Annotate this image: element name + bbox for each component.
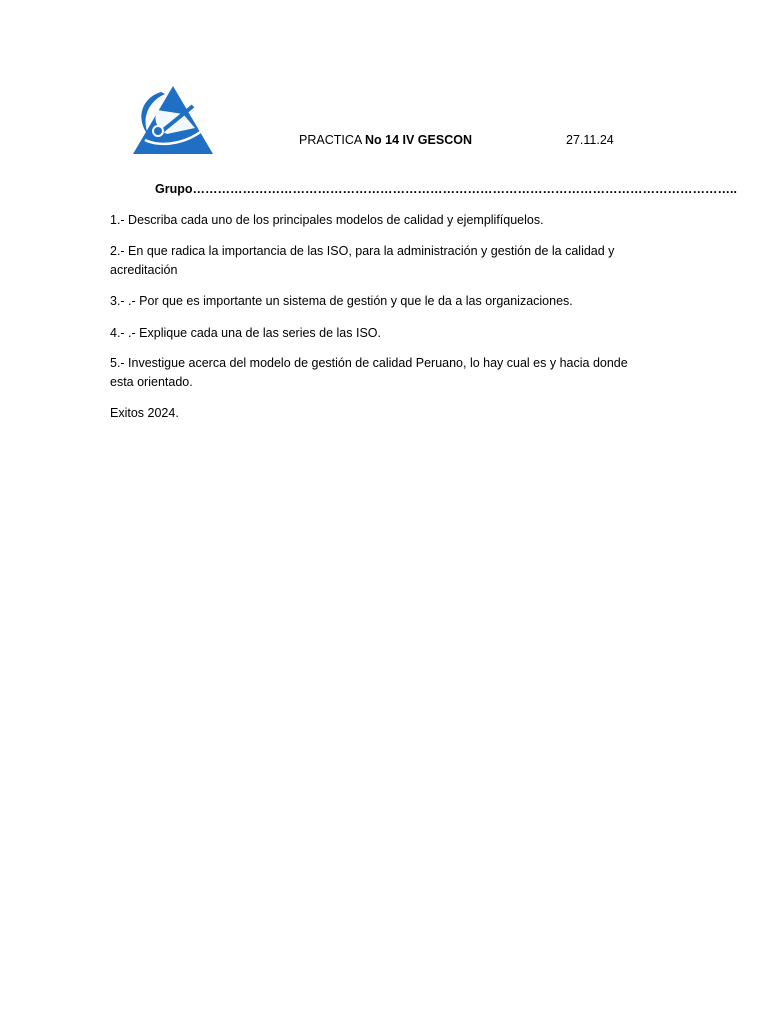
question-5: 5.- Investigue acerca del modelo de gestión de calidad Peruano, lo hay cual es y hacia donde esta orientado. — [110, 356, 628, 389]
date-text: 27.11.24 — [566, 133, 614, 147]
page-title — [299, 133, 472, 147]
title-prefix: PRACTICA — [299, 133, 365, 147]
grupo-field: Grupo………………………………………………………………………………………………………………….. — [155, 182, 737, 196]
title-bold: No 14 IV GESCON — [365, 133, 472, 147]
triangle-logo-icon — [131, 84, 215, 156]
question-2: 2.- En que radica la importancia de las ISO, para la administración y gestión de la calidad y acreditación — [110, 244, 615, 277]
question-4: 4.- .- Explique cada una de las series de las ISO. — [110, 326, 381, 340]
closing-text: Exitos 2024. — [110, 406, 179, 420]
question-1: 1.- Describa cada uno de los principales modelos de calidad y ejemplifíquelos. — [110, 213, 544, 227]
question-3: 3.- .- Por que es importante un sistema de gestión y que le da a las organizaciones. — [110, 294, 573, 308]
